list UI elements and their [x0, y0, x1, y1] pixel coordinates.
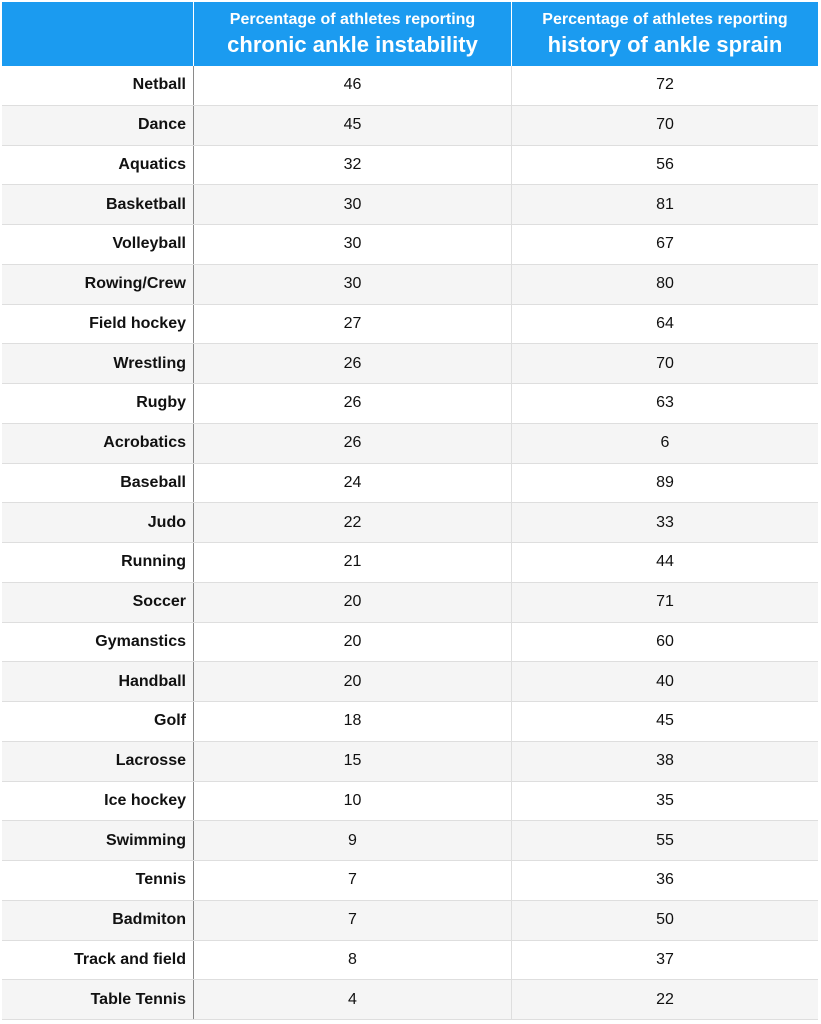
table-row — [2, 662, 818, 702]
data-table — [2, 2, 818, 1020]
sport-label: Judo — [2, 503, 194, 542]
sport-label: Netball — [2, 66, 194, 105]
cai-value: 46 — [194, 66, 512, 105]
table-row — [2, 225, 818, 265]
sport-label: Acrobatics — [2, 424, 194, 463]
sprain-value: 35 — [656, 791, 674, 809]
cai-value: 9 — [194, 821, 512, 860]
sport-label: Ice hockey — [2, 782, 194, 821]
sport-label: Handball — [2, 662, 194, 701]
cai-value: 22 — [194, 503, 512, 542]
cai-value: 30 — [194, 265, 512, 304]
table-row — [2, 464, 818, 504]
table-row — [2, 384, 818, 424]
header-history-of-ankle-sprain — [512, 2, 818, 66]
sport-label: Wrestling — [2, 344, 194, 383]
table-row — [2, 742, 818, 782]
cai-value: 8 — [194, 941, 512, 980]
cai-value: 32 — [194, 146, 512, 185]
table-row — [2, 265, 818, 305]
sprain-value: 37 — [656, 950, 674, 968]
cai-value: 27 — [194, 305, 512, 344]
cai-value: 45 — [194, 106, 512, 145]
table-row — [2, 305, 818, 345]
sprain-value: 64 — [656, 314, 674, 332]
sport-label: Lacrosse — [2, 742, 194, 781]
cai-value: 26 — [194, 424, 512, 463]
sprain-value: 71 — [656, 593, 674, 611]
sport-label: Golf — [2, 702, 194, 741]
cai-value: 30 — [194, 185, 512, 224]
header-line-1: Percentage of athletes reporting — [229, 11, 476, 28]
header-line-2: chronic ankle instability — [227, 32, 478, 57]
table-row — [2, 146, 818, 186]
sprain-value: 63 — [656, 394, 674, 412]
sport-label: Soccer — [2, 583, 194, 622]
sport-label: Gymanstics — [2, 623, 194, 662]
table-header — [2, 2, 818, 66]
sprain-value: 38 — [656, 752, 674, 770]
sprain-value: 6 — [660, 434, 670, 452]
table-row — [2, 583, 818, 623]
cai-value: 30 — [194, 225, 512, 264]
sprain-value: 40 — [656, 672, 674, 690]
sport-label: Aquatics — [2, 146, 194, 185]
header-corner-cell — [2, 2, 194, 66]
cai-value: 26 — [194, 384, 512, 423]
sprain-value: 72 — [656, 76, 674, 94]
sport-label: Basketball — [2, 185, 194, 224]
sport-label: Dance — [2, 106, 194, 145]
table-row — [2, 503, 818, 543]
sprain-value: 36 — [656, 871, 674, 889]
sprain-value: 60 — [656, 632, 674, 650]
sprain-value: 50 — [656, 911, 674, 929]
table-row — [2, 941, 818, 981]
table-row — [2, 901, 818, 941]
cai-value: 18 — [194, 702, 512, 741]
cai-value: 7 — [194, 861, 512, 900]
cai-value: 20 — [194, 623, 512, 662]
cai-value: 10 — [194, 782, 512, 821]
sport-label: Rugby — [2, 384, 194, 423]
sport-label: Rowing/Crew — [2, 265, 194, 304]
table-row — [2, 543, 818, 583]
table-row — [2, 782, 818, 822]
sprain-value: 70 — [656, 354, 674, 372]
cai-value: 24 — [194, 464, 512, 503]
sprain-value: 89 — [656, 473, 674, 491]
sport-label: Tennis — [2, 861, 194, 900]
table-row — [2, 185, 818, 225]
table-row — [2, 344, 818, 384]
header-line-2: history of ankle sprain — [547, 32, 783, 57]
sprain-value: 44 — [656, 553, 674, 571]
table-row — [2, 623, 818, 663]
cai-value: 20 — [194, 583, 512, 622]
cai-value: 26 — [194, 344, 512, 383]
sprain-value: 33 — [656, 513, 674, 531]
sprain-value: 45 — [656, 712, 674, 730]
sprain-value: 67 — [656, 235, 674, 253]
sprain-value: 80 — [656, 275, 674, 293]
table-row — [2, 821, 818, 861]
cai-value: 21 — [194, 543, 512, 582]
sport-label: Badmiton — [2, 901, 194, 940]
table-row — [2, 861, 818, 901]
table-row — [2, 424, 818, 464]
table-row — [2, 702, 818, 742]
sport-label: Baseball — [2, 464, 194, 503]
sport-label: Table Tennis — [2, 980, 194, 1019]
sprain-value: 55 — [656, 831, 674, 849]
cai-value: 20 — [194, 662, 512, 701]
sport-label: Swimming — [2, 821, 194, 860]
sprain-value: 81 — [656, 195, 674, 213]
header-line-1: Percentage of athletes reporting — [542, 11, 788, 28]
cai-value: 15 — [194, 742, 512, 781]
cai-value: 4 — [194, 980, 512, 1019]
sport-label: Field hockey — [2, 305, 194, 344]
table-row — [2, 106, 818, 146]
sport-label: Volleyball — [2, 225, 194, 264]
table-row — [2, 980, 818, 1020]
table-row — [2, 66, 818, 106]
cai-value: 7 — [194, 901, 512, 940]
sport-label: Track and field — [2, 941, 194, 980]
header-chronic-ankle-instability — [194, 2, 512, 66]
sport-label: Running — [2, 543, 194, 582]
sprain-value: 56 — [656, 155, 674, 173]
table-body — [2, 66, 818, 1020]
sprain-value: 70 — [656, 116, 674, 134]
sprain-value: 22 — [656, 990, 674, 1008]
